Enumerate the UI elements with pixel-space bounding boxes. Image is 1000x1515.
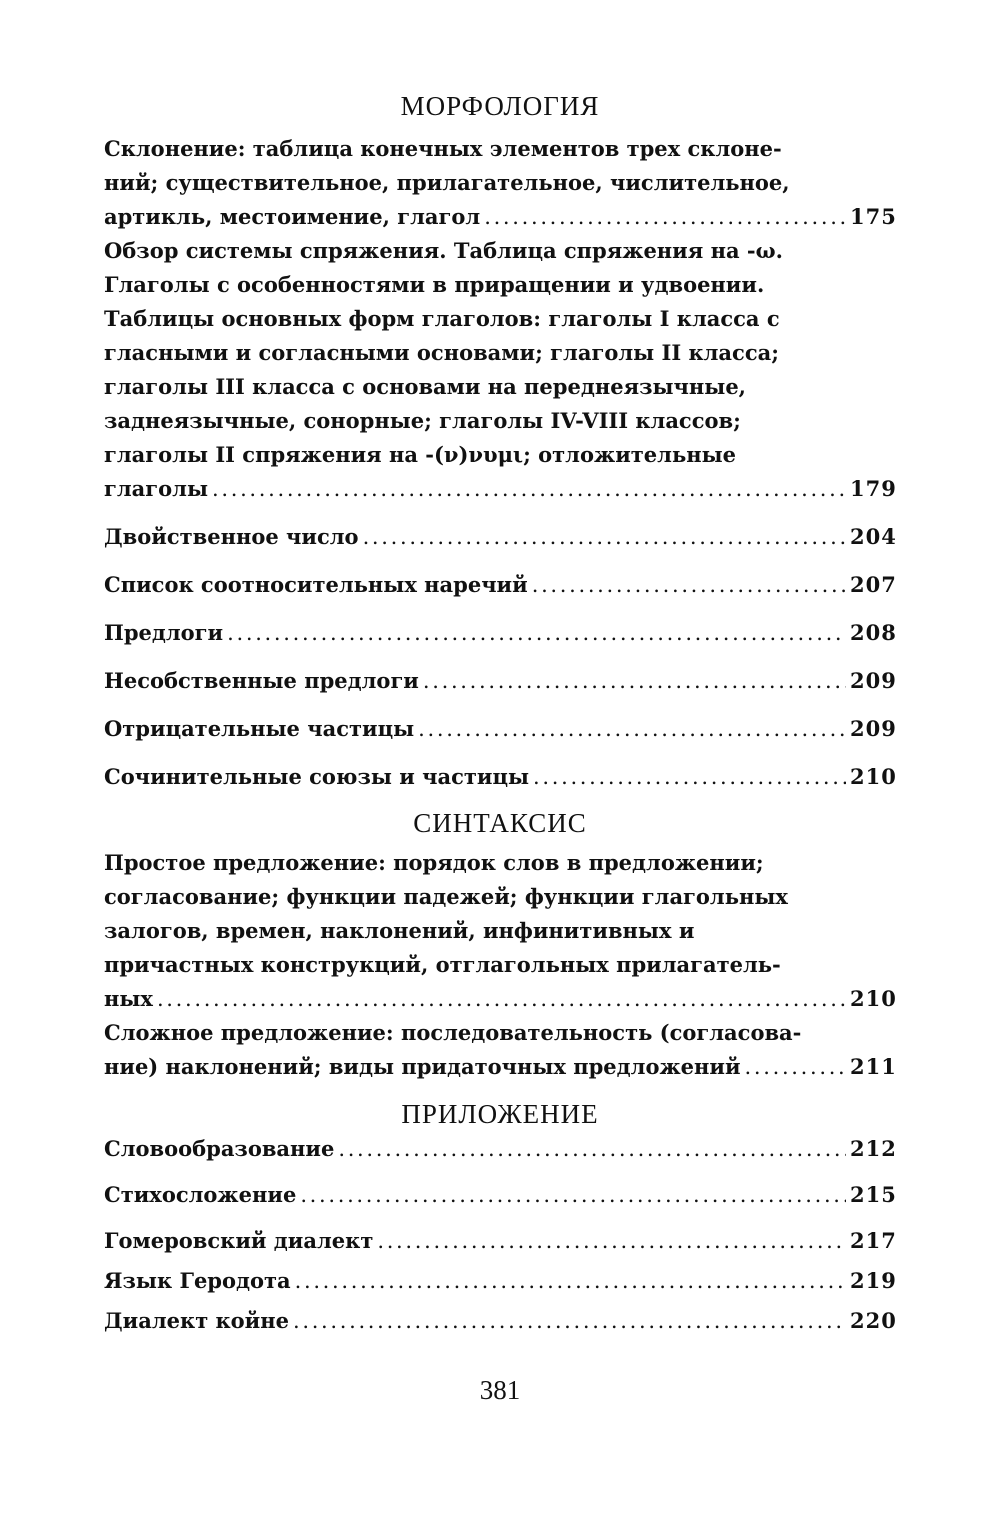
- entry-text-line: Гомеровский диалект: [104, 1228, 374, 1253]
- entry-text-line: Язык Геродота: [104, 1268, 291, 1293]
- page-ref: 207: [850, 572, 897, 597]
- dot-leader: [484, 200, 846, 234]
- dot-leader: [745, 1050, 846, 1084]
- entry-text-line: артикль, местоимение, глагол: [104, 204, 481, 229]
- toc-entry-dual-number: [104, 520, 896, 554]
- entry-text-line: заднеязычные, сонорные; глаголы IV-VIII классов;: [104, 408, 741, 433]
- toc-entry-improper-prepositions: [104, 664, 896, 698]
- entry-text-line: глаголы III класса с основами на переднеязычные,: [104, 374, 746, 399]
- dot-leader: [300, 1178, 846, 1212]
- entry-text-line: причастных конструкций, отглагольных прилагатель-: [104, 952, 781, 977]
- page-ref: 219: [850, 1268, 897, 1293]
- entry-text-line: Несобственные предлоги: [104, 668, 419, 693]
- entry-text-line: глаголы: [104, 476, 209, 501]
- dot-leader: [423, 664, 846, 698]
- entry-text-line: ных: [104, 986, 153, 1011]
- section-title-appendix: ПРИЛОЖЕНИЕ: [401, 1099, 599, 1129]
- page-ref: 175: [850, 204, 897, 229]
- entry-text-line: Двойственное число: [104, 524, 359, 549]
- entry-text-line: Словообразование: [104, 1136, 335, 1161]
- entry-text-line: Глаголы с особенностями в приращении и удвоении.: [104, 272, 765, 297]
- toc-entry-simple-sentence: [104, 846, 896, 1016]
- page-ref: 212: [850, 1136, 897, 1161]
- dot-leader: [418, 712, 846, 746]
- toc-entry-versification: [104, 1178, 896, 1212]
- entry-text-line: гласными и согласными основами; глаголы II класса;: [104, 340, 779, 365]
- dot-leader: [338, 1132, 846, 1166]
- page-ref: 217: [850, 1228, 897, 1253]
- entry-text-line: залогов, времен, наклонений, инфинитивных и: [104, 918, 695, 943]
- page-ref: 210: [850, 764, 897, 789]
- entry-text-line: Предлоги: [104, 620, 224, 645]
- page-ref: 220: [850, 1308, 897, 1333]
- page-ref: 208: [850, 620, 897, 645]
- page-ref: 211: [850, 1054, 897, 1079]
- entry-text-line: глаголы II спряжения на -(ν)νυμι; отложительные: [104, 442, 736, 467]
- section-title-syntax: СИНТАКСИС: [413, 808, 587, 838]
- dot-leader: [377, 1224, 846, 1258]
- dot-leader: [295, 1264, 846, 1298]
- entry-text-line: Стихосложение: [104, 1182, 297, 1207]
- page-ref: 210: [850, 986, 897, 1011]
- entry-text-line: Отрицательные частицы: [104, 716, 415, 741]
- entry-text-line: ние) наклонений; виды придаточных предложений: [104, 1054, 741, 1079]
- dot-leader: [533, 760, 846, 794]
- toc-entry-prepositions: [104, 616, 896, 650]
- dot-leader: [532, 568, 846, 602]
- section-title-morphology: МОРФОЛОГИЯ: [400, 91, 600, 121]
- entry-text-line: Сложное предложение: последовательность (согласова-: [104, 1020, 802, 1045]
- toc-entry-herodotus-language: [104, 1264, 896, 1298]
- toc-entry-coordinating-conjunctions: [104, 760, 896, 794]
- page-ref: 215: [850, 1182, 897, 1207]
- toc-entry-homeric-dialect: [104, 1224, 896, 1258]
- toc-entry-correlative-adverbs: [104, 568, 896, 602]
- entry-text-line: Склонение: таблица конечных элементов трех склоне-: [104, 136, 782, 161]
- entry-text-line: Обзор системы спряжения. Таблица спряжения на -ω.: [104, 238, 783, 263]
- entry-text-line: Простое предложение: порядок слов в предложении;: [104, 850, 764, 875]
- page-ref: 179: [850, 476, 897, 501]
- entry-text-line: Таблицы основных форм глаголов: глаголы I класса с: [104, 306, 780, 331]
- toc-entry-negative-particles: [104, 712, 896, 746]
- entry-text-line: ний; существительное, прилагательное, числительное,: [104, 170, 790, 195]
- dot-leader: [363, 520, 846, 554]
- table-of-contents: [104, 84, 896, 1338]
- dot-leader: [212, 472, 846, 506]
- page-number: 381: [479, 1375, 521, 1405]
- entry-text-line: Диалект койне: [104, 1308, 289, 1333]
- toc-entry-declension: [104, 132, 896, 234]
- dot-leader: [157, 982, 846, 1016]
- page-ref: 209: [850, 668, 897, 693]
- page-ref: 204: [850, 524, 897, 549]
- dot-leader: [227, 616, 846, 650]
- toc-entry-complex-sentence: [104, 1016, 896, 1084]
- dot-leader: [293, 1304, 846, 1338]
- entry-text-line: согласование; функции падежей; функции глагольных: [104, 884, 788, 909]
- toc-entry-word-formation: [104, 1132, 896, 1166]
- entry-text-line: Список соотносительных наречий: [104, 572, 528, 597]
- toc-entry-conjugation: [104, 234, 896, 506]
- toc-entry-koine-dialect: [104, 1304, 896, 1338]
- page-ref: 209: [850, 716, 897, 741]
- entry-text-line: Сочинительные союзы и частицы: [104, 764, 530, 789]
